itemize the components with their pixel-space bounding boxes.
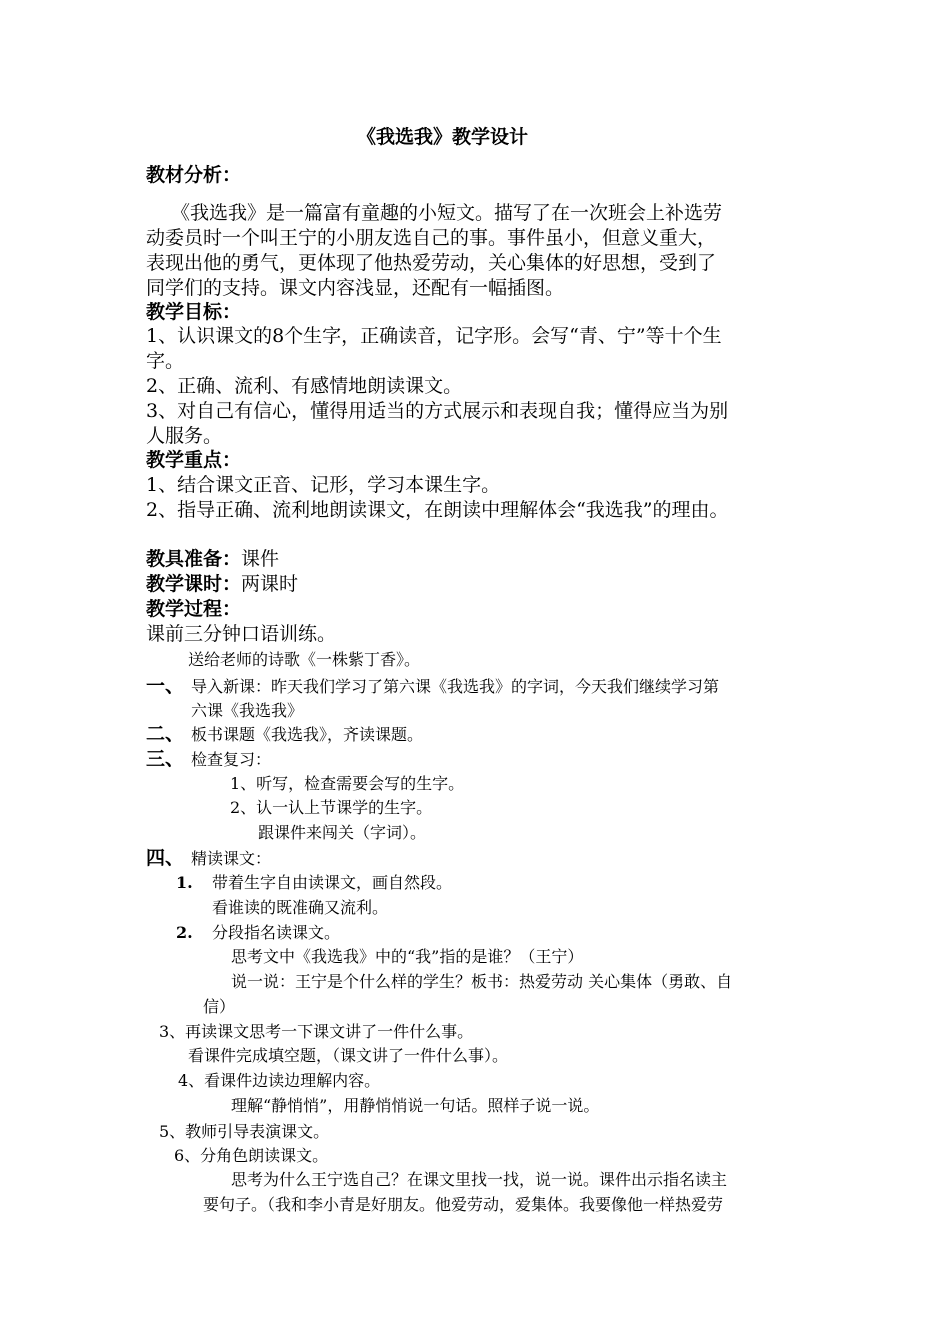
hours-value: 两课时 [241, 573, 299, 595]
analysis-line: 表现出他的勇气，更体现了他热爱劳动，关心集体的好思想，受到了 [146, 252, 717, 274]
analysis-heading: 教材分析： [146, 164, 242, 186]
review-item: 2、认一认上节课学的生字。 [230, 798, 433, 817]
goals-line: 3、对自己有信心，懂得用适当的方式展示和表现自我；懂得应当为别 [146, 400, 729, 422]
section-text: 导入新课：昨天我们学习了第六课《我选我》的字词，今天我们继续学习第 [191, 677, 720, 696]
list-item-text: 3、再读课文思考一下课文讲了一件什么事。 [159, 1022, 474, 1041]
list-number: 1. [176, 873, 193, 892]
section-number: 二、 [146, 723, 185, 745]
goals-line: 人服务。 [146, 425, 223, 447]
list-item-text: 看谁读的既准确又流利。 [212, 898, 389, 917]
process-poem: 送给老师的诗歌《一株紫丁香》。 [188, 650, 421, 669]
list-item-text: 要句子。（我和李小青是好朋友。他爱劳动，爱集体。我要像他一样热爱劳 [203, 1195, 724, 1214]
keypoints-line: 1、结合课文正音、记形，学习本课生字。 [146, 474, 501, 496]
hours-row [146, 575, 298, 594]
keypoints-heading: 教学重点： [146, 449, 242, 471]
section-number: 四、 [146, 847, 185, 869]
list-item-text: 信） [203, 997, 236, 1016]
goals-line: 字。 [146, 350, 185, 372]
section-text: 六课《我选我》 [191, 701, 304, 720]
list-item-text: 6、分角色朗读课文。 [174, 1146, 329, 1165]
review-item: 跟课件来闯关（字词）。 [258, 823, 427, 842]
goals-heading: 教学目标： [146, 301, 242, 323]
process-heading: 教学过程： [146, 598, 242, 620]
tools-value: 课件 [241, 548, 280, 570]
list-item-text: 看课件完成填空题，（课文讲了一件什么事）。 [188, 1046, 509, 1065]
list-item-text: 分段指名读课文。 [212, 923, 341, 942]
review-item: 1、听写，检查需要会写的生字。 [230, 774, 465, 793]
list-item-text: 5、教师引导表演课文。 [159, 1122, 330, 1141]
list-item-text: 理解“静悄悄”，用静悄悄说一句话。照样子说一说。 [231, 1096, 600, 1115]
list-item-text: 说一说：王宁是个什么样的学生？板书：热爱劳动 关心集体（勇敢、自 [231, 972, 733, 991]
process-intro: 课前三分钟口语训练。 [146, 623, 337, 645]
analysis-line: 同学们的支持。课文内容浅显，还配有一幅插图。 [146, 277, 565, 299]
list-number: 2. [176, 923, 193, 942]
analysis-line: 《我选我》是一篇富有童趣的小短文。描写了在一次班会上补选劳 [171, 202, 723, 224]
analysis-line: 动委员时一个叫王宁的小朋友选自己的事。事件虽小，但意义重大， [146, 227, 717, 249]
goals-line: 2、正确、流利、有感情地朗读课文。 [146, 375, 463, 397]
section-text: 精读课文： [191, 849, 272, 868]
keypoints-line: 2、指导正确、流利地朗读课文，在朗读中理解体会“我选我”的理由。 [146, 499, 729, 521]
list-item-text: 思考文中《我选我》中的“我”指的是谁？（王宁） [231, 947, 584, 966]
goals-line: 1、认识课文的8个生字，正确读音，记字形。会写“青、宁”等十个生 [146, 325, 722, 347]
document-title: 《我选我》教学设计 [357, 126, 529, 148]
section-text: 板书课题《我选我》，齐读课题。 [191, 725, 424, 744]
tools-label: 教具准备： [146, 548, 242, 570]
list-item-text: 思考为什么王宁选自己？在课文里找一找，说一说。课件出示指名读主 [231, 1170, 728, 1189]
section-number: 一、 [146, 675, 185, 697]
section-text: 检查复习： [191, 750, 272, 769]
tools-row [146, 550, 279, 569]
list-item-text: 带着生字自由读课文，画自然段。 [212, 873, 453, 892]
hours-label: 教学课时： [146, 573, 242, 595]
list-item-text: 4、看课件边读边理解内容。 [178, 1071, 381, 1090]
section-number: 三、 [146, 748, 185, 770]
